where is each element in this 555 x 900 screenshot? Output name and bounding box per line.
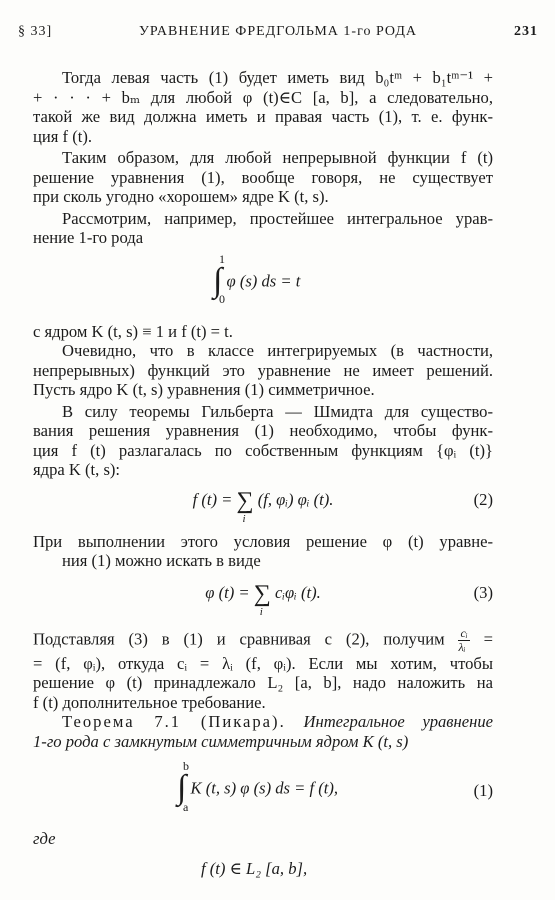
where-label: где: [33, 829, 56, 848]
text-line: = (f, φᵢ), откуда cᵢ = λᵢ (f, φᵢ). Если мы хотим, чтобы: [33, 653, 493, 673]
integral: [177, 759, 189, 814]
integral-sign: ∫: [213, 261, 223, 299]
text-line: [33, 712, 493, 732]
integral-upper-limit: b: [183, 759, 189, 773]
integral-sign: ∫: [177, 769, 187, 806]
section-number: § 33]: [18, 24, 53, 39]
equation-integral-simple: [33, 251, 493, 308]
equation-left: φ (t) =: [205, 582, 254, 602]
page-body: [33, 68, 493, 878]
equation-body: f (t) ∈ L₂ [a, b],: [201, 858, 308, 878]
text-line: ния (1) можно искать в виде: [62, 551, 261, 570]
text-line: ция f (t).: [33, 126, 93, 146]
integral-lower-limit: 0: [219, 292, 225, 306]
text-line: При выполнении этого условия решение φ (t) уравне-: [33, 531, 493, 551]
sum-index: i: [242, 512, 246, 525]
equation-condition: [33, 859, 493, 879]
text-line: Пусть ядро K (t, s) уравнения (1) симметричное.: [33, 380, 375, 399]
equation-number: (2): [473, 489, 493, 509]
text-line: ция f (t) разлагалась по собственным функциям {φᵢ (t)}: [33, 440, 493, 460]
equation-number: (3): [473, 582, 493, 602]
paragraph-3: [33, 209, 493, 248]
text-line: нение 1-го рода: [33, 228, 144, 247]
text-line: решение уравнения (1), вообще говоря, не существует: [33, 167, 493, 187]
paragraph-6: [33, 402, 493, 480]
equation-right: (f, φᵢ) φᵢ (t).: [257, 489, 334, 509]
text-line: Рассмотрим, например, простейшее интегральное урав-: [62, 208, 493, 228]
text-line: В силу теоремы Гильберта — Шмидта для существо-: [62, 401, 493, 421]
running-header: [18, 24, 538, 46]
text-line: непрерывных) функций это уравнение не имеет решений.: [33, 360, 493, 380]
theorem: [33, 712, 493, 751]
chapter-title: УРАВНЕНИЕ ФРЕДГОЛЬМА 1-го РОДА: [138, 24, 417, 39]
theorem-label: Теорема 7.1 (Пикара).: [62, 712, 286, 731]
paragraph-1: [4, 68, 493, 146]
text-fragment: Подставляя (3) в (1) и сравнивая с (2), получим: [33, 628, 445, 648]
equation-2: [33, 487, 493, 526]
equation-right: cᵢφᵢ (t).: [275, 582, 321, 602]
text-fragment: =: [483, 628, 493, 648]
sum-sign: ∑ i: [236, 488, 253, 514]
sum-sign: ∑ i: [254, 581, 271, 607]
text-line: + · · · + bₘ для любой φ (t)∈C [a, b], а следовательно,: [33, 87, 493, 107]
fraction-denominator: λᵢ: [458, 639, 466, 654]
theorem-text: Интегральное уравнение: [303, 712, 493, 731]
text-line: Очевидно, что в классе интегрируемых (в частности,: [62, 341, 493, 360]
text-line: ядра K (t, s):: [33, 460, 121, 479]
paragraph-8: [33, 627, 493, 713]
equation-3: [33, 580, 493, 621]
page-number: 231: [514, 24, 538, 39]
text-line: такой же вид должна иметь и правая часть (1), т. е. функ-: [33, 107, 493, 126]
text-line: [33, 627, 493, 654]
fraction: [458, 627, 469, 654]
equation-body: φ (s) ds = t: [226, 270, 301, 290]
paragraph-5: [33, 341, 493, 400]
text-line: при сколь угодно «хорошем» ядре K (t, s).: [33, 187, 329, 206]
text-line: решение φ (t) принадлежало L₂ [a, b], надо наложить на: [33, 673, 493, 692]
fraction-numerator: cᵢ: [460, 625, 468, 640]
theorem-text: 1-го рода с замкнутым симметричным ядром K (t, s): [33, 731, 409, 751]
text-line: Таким образом, для любой непрерывной функции f (t): [62, 148, 493, 167]
equation-1: [33, 759, 493, 815]
integral-upper-limit: 1: [219, 251, 225, 266]
integral: [213, 251, 225, 306]
text-line: Тогда левая часть (1) будет иметь вид b₀tᵐ + b₁tᵐ⁻¹ +: [62, 68, 493, 87]
text-line: f (t) дополнительное требование.: [33, 692, 266, 712]
text-line: вания решения уравнения (1) необходимо, чтобы функ-: [33, 421, 493, 440]
paragraph-2: [33, 148, 493, 207]
equation-body: K (t, s) φ (s) ds = f (t),: [190, 778, 339, 798]
equation-number: (1): [473, 781, 493, 800]
paragraph-7: [33, 532, 493, 571]
integral-lower-limit: a: [183, 799, 189, 814]
sum-index: i: [259, 605, 263, 618]
text-line: с ядром K (t, s) ≡ 1 и f (t) = t.: [33, 321, 233, 341]
paragraph-4: [33, 322, 493, 342]
equation-left: f (t) =: [192, 489, 237, 509]
